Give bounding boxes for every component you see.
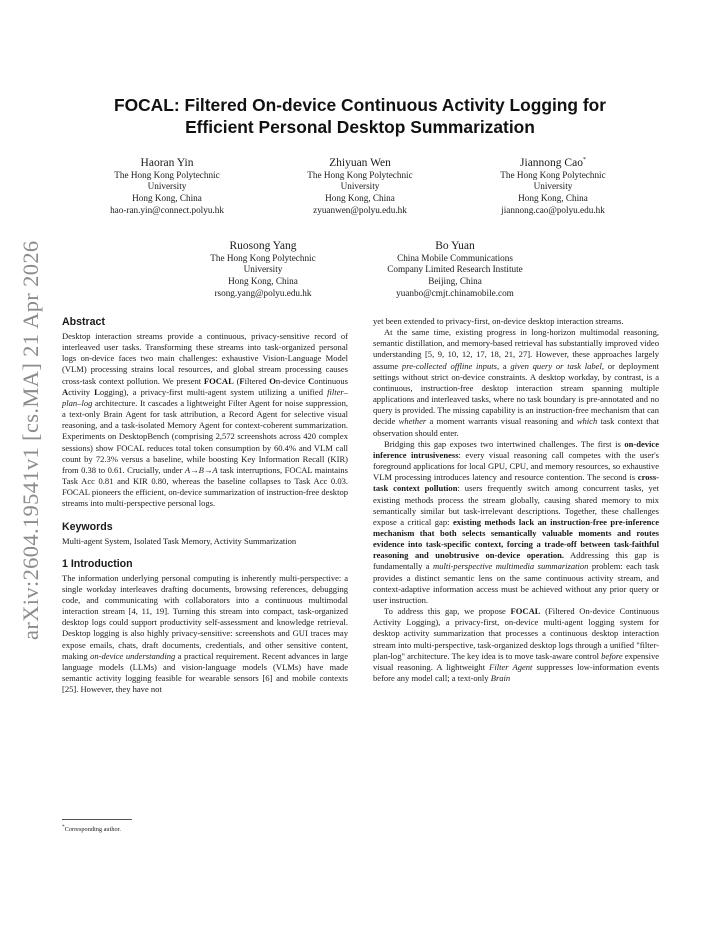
abstract-heading: Abstract bbox=[62, 316, 105, 328]
author-affiliation: University bbox=[533, 181, 573, 192]
author-location: Hong Kong, China bbox=[132, 193, 202, 204]
keywords-heading: Keywords bbox=[62, 520, 113, 533]
author-email: jiannong.cao@polyu.edu.hk bbox=[501, 204, 605, 215]
footnote-mark: * bbox=[62, 824, 65, 830]
author-location: Hong Kong, China bbox=[518, 193, 588, 204]
author-name: Haoran Yin bbox=[140, 156, 194, 169]
author-name: Jiannong Cao bbox=[520, 156, 583, 169]
introduction-heading: 1 Introduction bbox=[62, 557, 133, 570]
paragraph: Bridging this gap exposes two intertwined challenges. The first is on-device inference intrusiveness: every visual reasoning call competes with the user's foreground applications for local GPU, CPU, and memory resources, so exhaustive VLM processing introduces latency and resource contention. The second is cross-task context pollution: users frequently switch among concurrent tasks, yet existing methods process the stream globally, causing shared memory to mix semantically similar but task-irrelevant descriptions. Together, these challenges expose a critical gap: existing methods lack an instruction-free pre-inference mechanism that both selects semantically valuable moments and routes evidence into task-specific context, forcing a trade-off between task-faithful reasoning and unobtrusive on-device operation. Addressing this gap is fundamentally a multi-perspective multimedia summarization problem: each task provides a distinct semantic lens on the same continuous activity stream, and context-adaptive information access must be achieved without any prior query or user instruction. bbox=[373, 438, 660, 605]
left-column bbox=[62, 316, 348, 695]
footnote-text: Corresponding author. bbox=[64, 826, 121, 834]
introduction-text: The information underlying personal computing is inherently multi-perspective: a single workday interleaves drafting documents, browsing references, debugging code, and communicating with collaborators into a continuous multimodal interaction stream [4, 11, 19]. Turning this stream into compact, task-organized desktop logs could support productivity self-assessment and knowledge retrieval. Desktop logging is also highly privacy-sensitive: screenshots and GUI traces may expose emails, chats, draft documents, credentials, and other sensitive content, making on-device understanding a practical requirement. Recent advances in large language models (LLMs) and vision-language models (VLMs) have made semantic activity logging feasible for wearable sensors [6] and mobile contexts [25]. However, they have not bbox=[62, 572, 348, 695]
author-name: Bo Yuan bbox=[435, 239, 475, 252]
author-affiliation: China Mobile Communications bbox=[397, 252, 513, 263]
author-affiliation: University bbox=[147, 181, 187, 192]
author-affiliation: The Hong Kong Polytechnic bbox=[500, 169, 606, 180]
author-affiliation: University bbox=[340, 181, 380, 192]
author-email: rsong.yang@polyu.edu.hk bbox=[214, 287, 312, 298]
author-block bbox=[360, 236, 550, 299]
footnote-rule bbox=[62, 819, 132, 820]
author-name: Ruosong Yang bbox=[229, 239, 297, 252]
author-affiliation: University bbox=[243, 264, 283, 275]
footnote bbox=[62, 823, 121, 834]
author-location: Beijing, China bbox=[428, 276, 482, 287]
abstract-text: Desktop interaction streams provide a continuous, privacy-sensitive record of interleaved user tasks. Transforming these streams into task-organized personal logs on-device faces two main challenges: exhaustive Vision-Language Model (VLM) processing strains local resources, and global stream processing causes cross-task context pollution. We present FOCAL (Filtered On-device Continuous Activity Logging), a privacy-first multi-agent system utilizing a unified filter–plan–log architecture. It cascades a lightweight Filter Agent for noise suppression, a text-only Brain Agent for task attribution, a Record Agent for selective visual reasoning, and a task-isolated Memory Agent for context-coherent summarization. Experiments on DesktopBench (comprising 2,572 screenshots across 420 complex sessions) show FOCAL reduces total token consumption by 60.4% and VLM call count by 72.3% versus a baseline, while boosting Key Information Recall (KIR) from 0.38 to 0.61. Crucially, under A→B→A task interruptions, FOCAL maintains Task Acc 0.81 and KIR 0.80, whereas the baseline collapses to Task Acc 0.03. FOCAL pioneers the efficient, on-device summarization of instruction-free desktop streams into multi-perspective personal logs. bbox=[62, 331, 349, 509]
right-column bbox=[373, 316, 659, 684]
paper-title bbox=[60, 94, 660, 138]
title-line-2: Efficient Personal Desktop Summarization bbox=[185, 117, 535, 137]
paragraph: yet been extended to privacy-first, on-device desktop interaction streams. bbox=[373, 316, 624, 326]
author-block bbox=[458, 153, 648, 216]
author-location: Hong Kong, China bbox=[325, 193, 395, 204]
arxiv-stamp: arXiv:2604.19541v1 [cs.MA] 21 Apr 2026 bbox=[18, 240, 43, 640]
title-line-1: FOCAL: Filtered On-device Continuous Activity Logging for bbox=[113, 95, 607, 115]
author-block bbox=[168, 236, 358, 299]
author-block bbox=[265, 153, 455, 216]
author-affiliation: The Hong Kong Polytechnic bbox=[114, 169, 220, 180]
paragraph: At the same time, existing progress in long-horizon multimodal reasoning, semantic distillation, and memory-based retrieval has substantially improved video understanding [5, 9, 10, 12, 17, 18, 21, 27]. However, these approaches largely assume pre-collected offline inputs, a given query or task label, or deployment settings without strict on-device constraints. A desktop workday, by contrast, is a continuous, instruction-free desktop interaction stream spanning multiple applications and interleaved tasks, where no task boundary is pre-annotated and no query is provided. The missing capability is an instruction-free mechanism that can decide whether a moment warrants visual reasoning and which task context that observation should enter. bbox=[373, 327, 659, 438]
author-name: Zhiyuan Wen bbox=[329, 156, 391, 169]
author-email: yuanbo@cmjt.chinamobile.com bbox=[396, 287, 514, 298]
author-location: Hong Kong, China bbox=[228, 276, 298, 287]
paragraph: To address this gap, we propose FOCAL (Filtered On-device Continuous Activity Logging), a privacy-first, on-device multi-agent logging system for desktop activity summarization that processes a continuous desktop interaction stream into multi-perspective, task-organized desktop logs through a unified "filter-plan-log" architecture. The key idea is to move task-aware control before expensive visual reasoning. A lightweight Filter Agent suppresses low-information events before any model call; a text-only Brain bbox=[373, 606, 660, 683]
keywords-text: Multi-agent System, Isolated Task Memory, Activity Summarization bbox=[62, 535, 297, 546]
author-mark: * bbox=[582, 157, 586, 163]
author-email: zyuanwen@polyu.edu.hk bbox=[313, 204, 407, 215]
author-block bbox=[72, 153, 262, 216]
author-affiliation: The Hong Kong Polytechnic bbox=[307, 169, 413, 180]
author-affiliation: The Hong Kong Polytechnic bbox=[210, 252, 316, 263]
author-email: hao-ran.yin@connect.polyu.hk bbox=[110, 204, 224, 215]
author-affiliation: Company Limited Research Institute bbox=[387, 264, 523, 275]
